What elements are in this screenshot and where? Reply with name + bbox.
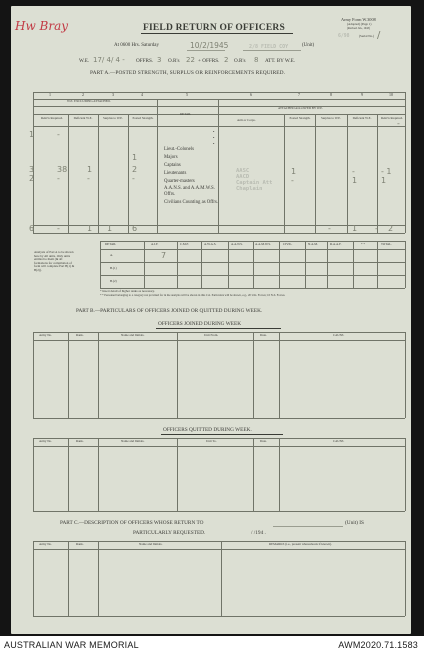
joined-col-date: Date.	[260, 333, 267, 337]
hand-def2-1: -	[352, 167, 355, 176]
footnote-1: * Insert detail of higher ranks as necessary.	[100, 289, 155, 293]
hand-rein2-2: 1	[381, 176, 387, 185]
total-sur: 1	[87, 224, 93, 233]
analysis-header-awas: A.W.A.S.	[204, 242, 217, 246]
hand-posted2-1: 1	[291, 167, 297, 176]
rein-required2-header: Rein'ts Required.	[381, 116, 403, 120]
total-rein2: 2	[388, 224, 394, 233]
analysis-note: Analysis of Part A to be shown here by All units. Only units entitled to them (& all formations for compilation of form will complete Part B(1) & B(2)).	[34, 250, 75, 272]
hand-def2-2: 1	[352, 176, 358, 185]
form-sheet	[11, 6, 411, 634]
analysis-header-raaf: R.A.A.F.	[330, 242, 342, 246]
total-posted: 6	[132, 224, 138, 233]
part-c-col-remarks: REMARKS (i.e., present whereabouts if known).	[269, 542, 332, 546]
part-a-title: PART A.—POSTED STRENGTH, SURPLUS OR REINFORCEMENTS REQUIRED.	[90, 70, 286, 76]
part-c-col-army-no: Army No.	[39, 542, 52, 546]
attached-allowed-header: ATTACHED ALLOWED BY W.E.	[278, 106, 324, 110]
unit-label: (Unit)	[302, 43, 315, 48]
army-form-number: Army Form W.3008	[341, 17, 376, 22]
surplus-header: Surplus to W.E.	[102, 116, 123, 120]
caption-institution: AUSTRALIAN WAR MEMORIAL	[4, 640, 139, 650]
part-c-unit-is: (Unit) IS	[345, 520, 364, 526]
we-label: W.E.	[79, 58, 90, 64]
col-number-3: 3	[112, 92, 114, 97]
part-b-title: PART B.—PARTICULARS OF OFFICERS JOINED OR QUITTED DURING WEEK.	[76, 308, 263, 314]
total-rein2-dash: -	[375, 224, 378, 233]
rank-lieutenants: Lieutenants	[164, 171, 187, 176]
analysis-aif-value: 7	[161, 251, 167, 260]
col-number-1: 1	[49, 92, 51, 97]
ors2-handwritten: 8	[254, 56, 259, 64]
col-number-5: 5	[186, 92, 188, 97]
rank-quarter-masters: Quarter-masters	[164, 179, 195, 184]
hand-rein2-top: -	[397, 119, 400, 128]
stamp-line-2: AACD	[236, 174, 250, 180]
col-number-6: 6	[250, 92, 252, 97]
rank-aans-aamws: A.A.N.S. and A.A.M.W.S. Offrs.	[164, 186, 215, 197]
hand-posted-3: -	[132, 174, 135, 183]
analysis-header-aans: A.A.N.S.	[231, 242, 243, 246]
serial-label: (Serial No.)	[359, 34, 375, 38]
hand-posted-2: 2	[132, 165, 138, 174]
hand-sur-3: -	[87, 174, 90, 183]
col-number-7: 7	[298, 92, 300, 97]
quitted-col-rank: Rank.	[76, 439, 84, 443]
hand-def-1: -	[57, 130, 60, 139]
hand-def-3: -	[57, 174, 60, 183]
analysis-header-cmf: C.M.F.	[180, 242, 189, 246]
hand-rein2-1: - 1	[381, 167, 392, 176]
analysis-row-b2: B.(2)	[110, 279, 117, 283]
rank-civilians: Civilians Counting as Offrs.	[164, 200, 219, 205]
analysis-header-civil: CIVIL.	[283, 242, 293, 246]
surplus2-header: Surplus to W.E.	[320, 116, 341, 120]
joined-col-name: Name and Initials.	[121, 333, 145, 337]
offrs2-label: + OFFRS.	[198, 58, 220, 64]
stamp-line-4: Chaplain	[236, 186, 263, 192]
col-number-8: 8	[330, 92, 332, 97]
att-label: ATT. BY W.E.	[265, 58, 296, 64]
serial-handwritten: /	[377, 30, 381, 41]
col-number-10: 10	[389, 92, 393, 97]
hand-rein-3: 2	[29, 174, 35, 183]
hand-def-2: 38	[57, 165, 68, 174]
title-underline	[141, 33, 293, 34]
joined-col-rank: Rank.	[76, 333, 84, 337]
caption-accession: AWM2020.71.1583	[338, 640, 418, 650]
joined-col-army-no: Army No.	[39, 333, 52, 337]
army-form-adapted: (Adapted) (Page 1)	[347, 22, 372, 26]
offrs-label: OFFRS.	[136, 58, 154, 64]
ors-handwritten: 22	[186, 56, 195, 64]
posted2-header: Posted Strength.	[289, 116, 311, 120]
analysis-row-b1: B.(1)	[110, 266, 117, 270]
footnote-2: * * Personnel belonging to a category not provided for in the analysis will be shown in this Col. Particulars will be shown, e.g., 20 U.K. Forces; 10 N.Z. Forces.	[100, 293, 286, 297]
quitted-col-army-no: Army No.	[39, 439, 52, 443]
part-c-title-line1: PART C.—DESCRIPTION OF OFFICERS WHOSE RETURN TO	[60, 520, 204, 526]
hand-posted2-2: -	[291, 176, 294, 185]
part-c-date: / /194 .	[251, 530, 266, 536]
analysis-header-other: * *	[361, 242, 365, 246]
hand-rein-1: 1	[29, 130, 35, 139]
analysis-header-detail: DETAIL	[105, 242, 117, 246]
quitted-title: OFFICERS QUITTED DURING WEEK.	[163, 427, 252, 433]
analysis-row-a: A.	[110, 253, 114, 257]
time-line-label: At 0600 Hrs. Saturday	[114, 43, 159, 48]
col-number-2: 2	[82, 92, 84, 97]
joined-col-unit-from: Unit From.	[204, 333, 219, 337]
part-c-col-rank: Rank.	[76, 542, 84, 546]
serial-stamp: 6/98	[338, 34, 350, 39]
rein-required-header: Rein'ts Required.	[41, 116, 63, 120]
corps-stamp	[236, 168, 272, 192]
quitted-col-date: Date.	[260, 439, 267, 443]
hand-posted-1: 1	[132, 153, 138, 162]
rank-markers: • • •	[213, 129, 215, 146]
stamp-line-1: AASC	[236, 168, 250, 174]
offrs-handwritten: 3	[157, 56, 162, 64]
posted-header: Posted Strength.	[132, 116, 154, 120]
ors-label: O.R's	[168, 58, 180, 64]
total-sur-b: 1	[107, 224, 113, 233]
analysis-header-nam: N.A.M.	[308, 242, 318, 246]
analysis-header-aif: A.I.F.	[151, 242, 159, 246]
part-c-title-line2: PARTICULARLY REQUESTED.	[133, 530, 206, 536]
arm-corps-header: Arm or Corps.	[237, 118, 256, 122]
joined-col-cause: CAUSE.	[333, 333, 345, 337]
rank-captains: Captains	[164, 163, 181, 168]
handwritten-signature: Hw Bray	[15, 19, 69, 33]
quitted-col-cause: CAUSE.	[333, 439, 345, 443]
army-form-revised: (Revised Jan., 1943)	[347, 27, 370, 30]
total-sur2: -	[328, 224, 331, 233]
hand-sur-2: 1	[87, 165, 93, 174]
deficient-header: Deficient W.E.	[73, 116, 93, 120]
joined-title: OFFICERS JOINED DURING WEEK	[158, 321, 242, 327]
deficient2-header: Deficient W.E.	[352, 116, 372, 120]
form-title: FIELD RETURN OF OFFICERS	[143, 23, 285, 33]
we-excluding-header: W.E. EXCLUDING ATTACHED.	[67, 99, 111, 103]
offrs2-handwritten: 2	[224, 56, 229, 64]
quitted-col-name: Name and Initials.	[121, 439, 145, 443]
total-def2: 1	[352, 224, 358, 233]
col-number-4: 4	[141, 92, 143, 97]
detail-header: DETAIL	[180, 112, 192, 116]
rank-majors: Majors	[164, 155, 178, 160]
analysis-header-aamws: A.A.M.W.S.	[255, 242, 271, 246]
ors2-label: O.R's	[234, 58, 246, 64]
date-handwritten: 10/2/1945	[190, 41, 229, 50]
hand-rein-2: 3	[29, 165, 35, 174]
rank-list	[164, 146, 195, 186]
rank-lieut-colonels: Lieut.-Colonels	[164, 147, 194, 152]
unit-stamp: 2/8 FIELD COY	[249, 44, 289, 50]
stamp-line-3: Captain Att	[236, 180, 273, 186]
we-handwritten: 17/ 4/ 4 -	[93, 56, 125, 64]
total-rein: 6	[29, 224, 35, 233]
quitted-col-unit-to: Unit To.	[206, 439, 217, 443]
total-def: -	[57, 224, 60, 233]
analysis-header-total: TOTAL.	[381, 242, 392, 246]
part-c-col-name: Name and Initials.	[139, 542, 163, 546]
col-number-9: 9	[361, 92, 363, 97]
